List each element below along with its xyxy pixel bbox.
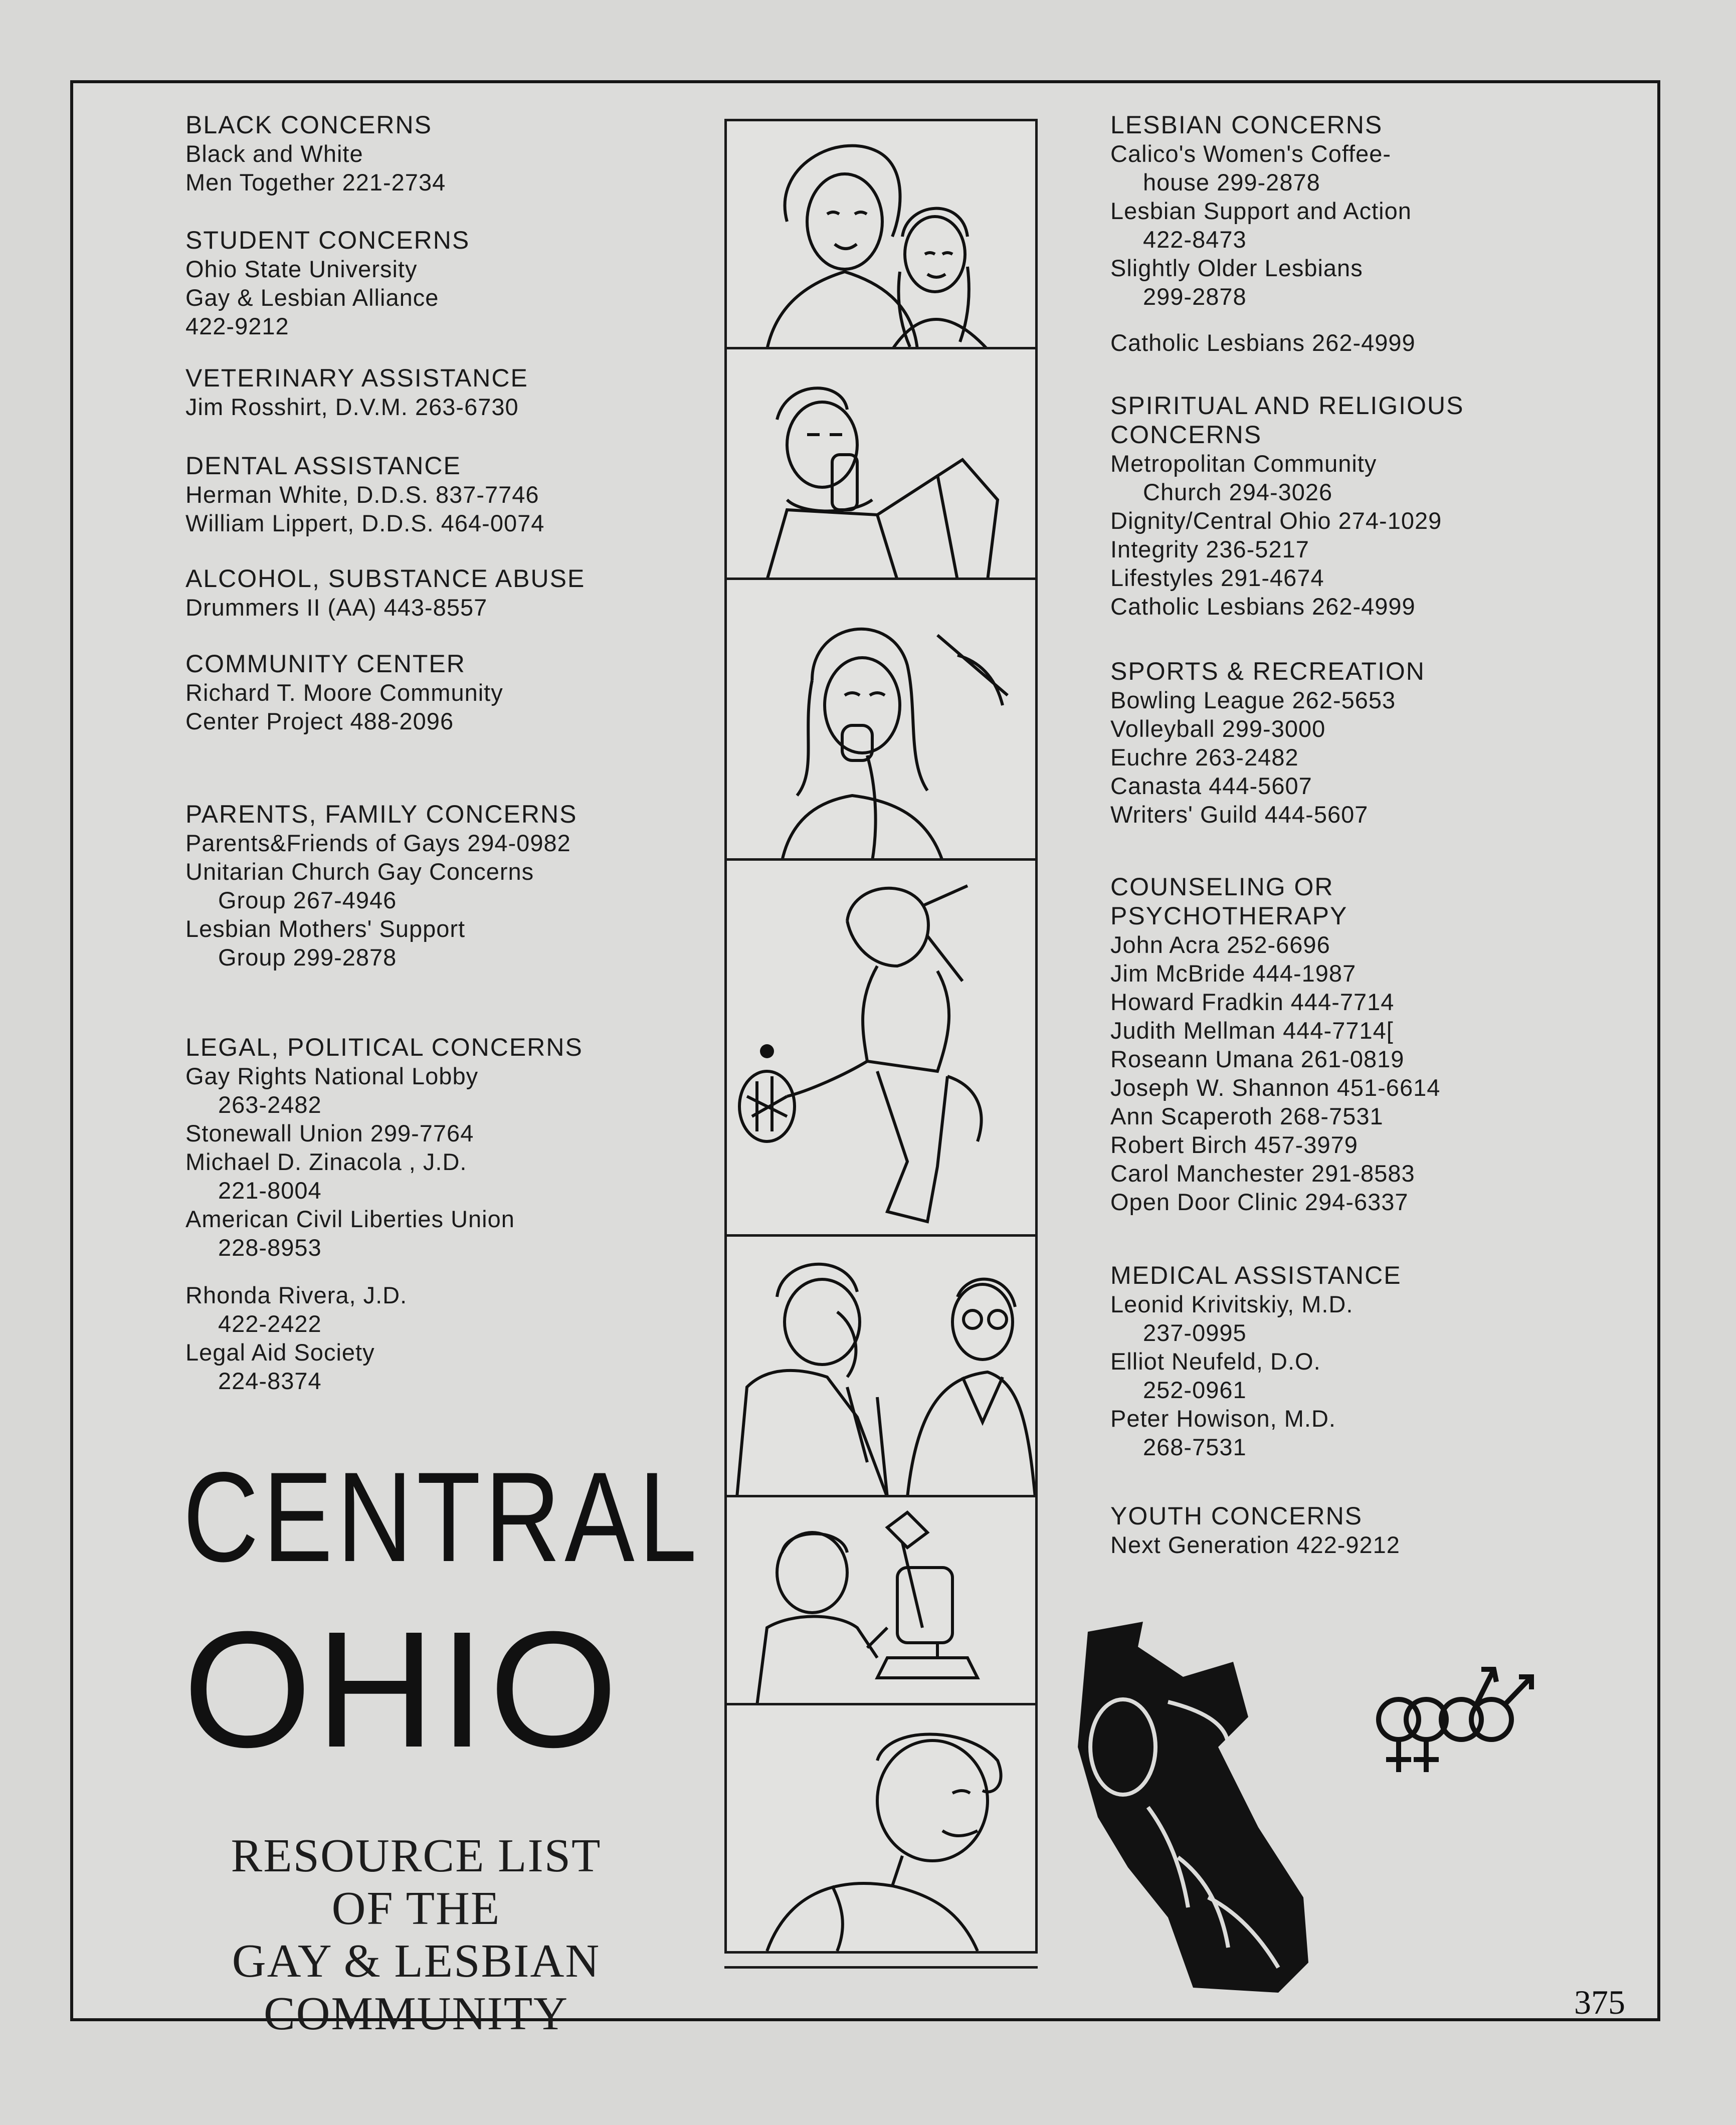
resource-entry: Lesbian Mothers' Support <box>185 915 466 942</box>
resource-entry: Judith Mellman 444-7714[ <box>1110 1017 1394 1044</box>
title-central: CENTRAL <box>183 1446 701 1589</box>
resource-entry: Roseann Umana 261-0819 <box>1110 1046 1405 1072</box>
illustration-man-on-phone <box>724 347 1038 583</box>
right-section <box>1110 1501 1612 1559</box>
left-section <box>185 363 687 421</box>
illustration-scientist <box>724 1495 1038 1708</box>
resource-entry: Church 294-3026 <box>1143 479 1333 505</box>
resource-entry: Group 299-2878 <box>218 944 397 971</box>
section-title: COMMUNITY CENTER <box>185 650 466 678</box>
resource-entry: 221-8004 <box>218 1177 322 1204</box>
resource-entry: Lifestyles 291-4674 <box>1110 564 1324 591</box>
resource-entry: Center Project 488-2096 <box>185 708 454 734</box>
title-ohio: OHIO <box>183 1597 622 1782</box>
page-number: 375 <box>1574 1983 1625 2021</box>
resource-entry: Unitarian Church Gay Concerns <box>185 858 534 885</box>
resource-entry: 268-7531 <box>1143 1434 1247 1460</box>
resource-entry: Jim McBride 444-1987 <box>1110 960 1357 987</box>
subtitle-line: RESOURCE LIST <box>231 1830 602 1882</box>
section-title: ALCOHOL, SUBSTANCE ABUSE <box>185 564 586 593</box>
subtitle-line: COMMUNITY <box>263 1988 569 2040</box>
woman-phone-icon <box>727 580 1035 861</box>
illustration-counseling <box>724 1234 1038 1500</box>
resource-entry: Gay Rights National Lobby <box>185 1063 479 1089</box>
resource-entry: Michael D. Zinacola , J.D. <box>185 1148 467 1175</box>
resource-entry: 422-9212 <box>185 313 289 339</box>
resource-entry: Catholic Lesbians 262-4999 <box>1110 329 1416 356</box>
resource-entry: Legal Aid Society <box>185 1339 375 1366</box>
resource-entry: Open Door Clinic 294-6337 <box>1110 1189 1409 1215</box>
resource-entry: Peter Howison, M.D. <box>1110 1405 1336 1432</box>
resource-entry: Stonewall Union 299-7764 <box>185 1120 474 1146</box>
resource-entry: Leonid Krivitskiy, M.D. <box>1110 1291 1354 1317</box>
illustration-woman-on-phone <box>724 577 1038 863</box>
section-title: PARENTS, FAMILY CONCERNS <box>185 800 577 828</box>
left-section <box>185 649 687 735</box>
right-section <box>1110 657 1612 829</box>
resource-entry: 299-2878 <box>1143 283 1247 310</box>
counseling-icon <box>727 1237 1035 1497</box>
resource-entry: Ann Scaperoth 268-7531 <box>1110 1103 1384 1129</box>
youth-icon <box>727 1705 1035 1951</box>
section-title: SPIRITUAL AND RELIGIOUS CONCERNS <box>1110 392 1464 449</box>
resource-entry: Slightly Older Lesbians <box>1110 255 1363 281</box>
right-section <box>1110 328 1612 357</box>
resource-entry: Writers' Guild 444-5607 <box>1110 801 1369 828</box>
resource-entry: Howard Fradkin 444-7714 <box>1110 989 1395 1015</box>
ohio-map-icon <box>1068 1617 1328 1998</box>
racquetball-icon <box>727 861 1035 1237</box>
subtitle-line: OF THE <box>331 1882 501 1935</box>
resource-entry: Group 267-4946 <box>218 887 397 913</box>
resource-entry: Carol Manchester 291-8583 <box>1110 1160 1415 1187</box>
resource-entry: Gay & Lesbian Alliance <box>185 284 439 311</box>
section-title: LESBIAN CONCERNS <box>1110 111 1383 139</box>
resource-entry: 224-8374 <box>218 1368 322 1394</box>
resource-entry: Ohio State University <box>185 256 418 282</box>
microscope-icon <box>727 1497 1035 1705</box>
resource-entry: house 299-2878 <box>1143 169 1320 196</box>
resource-entry: Elliot Neufeld, D.O. <box>1110 1348 1321 1375</box>
resource-entry: Next Generation 422-9212 <box>1110 1531 1400 1558</box>
resource-entry: Robert Birch 457-3979 <box>1110 1131 1358 1158</box>
section-title: BLACK CONCERNS <box>185 111 432 139</box>
resource-entry: Integrity 236-5217 <box>1110 536 1309 562</box>
left-section <box>185 800 687 972</box>
resource-entry: Black and White <box>185 140 363 167</box>
illustration-youth <box>724 1703 1038 1954</box>
left-section <box>185 1033 687 1262</box>
resource-entry: 252-0961 <box>1143 1377 1247 1403</box>
resource-entry: Catholic Lesbians 262-4999 <box>1110 593 1416 620</box>
section-title: MEDICAL ASSISTANCE <box>1110 1261 1402 1289</box>
right-section <box>1110 110 1612 311</box>
resource-entry: Men Together 221-2734 <box>185 169 446 196</box>
gender-symbols-icon <box>1374 1664 1549 1780</box>
resource-entry: Calico's Women's Coffee- <box>1110 140 1392 167</box>
resource-entry: Rhonda Rivera, J.D. <box>185 1282 408 1308</box>
two-women-icon <box>727 121 1035 349</box>
section-title: COUNSELING OR PSYCHOTHERAPY <box>1110 873 1348 930</box>
section-title: VETERINARY ASSISTANCE <box>185 364 528 392</box>
strip-bottom-rule <box>724 1966 1038 1969</box>
resource-entry: Canasta 444-5607 <box>1110 772 1312 799</box>
section-title: SPORTS & RECREATION <box>1110 657 1425 685</box>
resource-entry: Drummers II (AA) 443-8557 <box>185 594 488 621</box>
resource-entry: 228-8953 <box>218 1234 322 1261</box>
resource-entry: Parents&Friends of Gays 294-0982 <box>185 830 571 856</box>
right-section <box>1110 1261 1612 1461</box>
resource-entry: Metropolitan Community <box>1110 450 1377 477</box>
resource-entry: Herman White, D.D.S. 837-7746 <box>185 481 539 508</box>
resource-entry: Lesbian Support and Action <box>1110 198 1412 224</box>
illustration-two-women <box>724 119 1038 352</box>
section-title: STUDENT CONCERNS <box>185 226 470 254</box>
left-section <box>185 564 687 622</box>
right-section <box>1110 872 1612 1216</box>
left-section <box>185 226 687 340</box>
subtitle-line: GAY & LESBIAN <box>232 1935 601 1987</box>
resource-entry: 422-8473 <box>1143 226 1247 253</box>
subtitle <box>190 1830 642 2040</box>
left-section <box>185 110 687 197</box>
resource-entry: William Lippert, D.D.S. 464-0074 <box>185 510 545 536</box>
right-section <box>1110 391 1612 621</box>
left-section <box>185 451 687 537</box>
section-title: LEGAL, POLITICAL CONCERNS <box>185 1033 583 1061</box>
section-title: YOUTH CONCERNS <box>1110 1502 1363 1530</box>
resource-entry: 422-2422 <box>218 1310 322 1337</box>
resource-entry: John Acra 252-6696 <box>1110 931 1330 958</box>
resource-entry: American Civil Liberties Union <box>185 1206 515 1232</box>
resource-entry: 237-0995 <box>1143 1319 1247 1346</box>
illustration-racquetball-player <box>724 858 1038 1239</box>
resource-entry: Jim Rosshirt, D.V.M. 263-6730 <box>185 394 519 420</box>
resource-entry: Euchre 263-2482 <box>1110 744 1299 770</box>
resource-entry: Volleyball 299-3000 <box>1110 715 1326 742</box>
man-phone-icon <box>727 349 1035 580</box>
resource-entry: Joseph W. Shannon 451-6614 <box>1110 1074 1441 1101</box>
resource-entry: Bowling League 262-5653 <box>1110 687 1396 713</box>
resource-entry: 263-2482 <box>218 1091 322 1118</box>
resource-entry: Richard T. Moore Community <box>185 679 503 706</box>
resource-entry: Dignity/Central Ohio 274-1029 <box>1110 507 1442 534</box>
left-section <box>185 1281 687 1395</box>
section-title: DENTAL ASSISTANCE <box>185 452 461 480</box>
illustration-strip <box>724 119 1038 1966</box>
